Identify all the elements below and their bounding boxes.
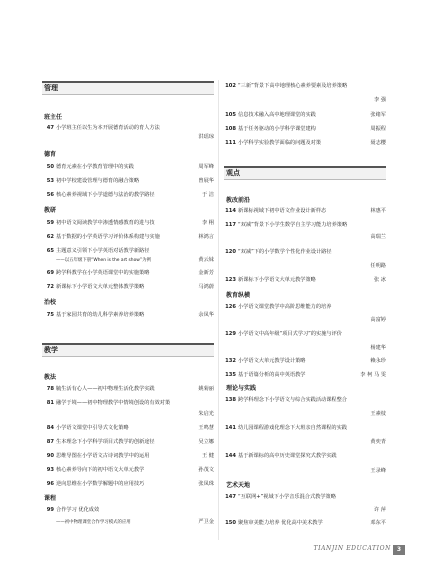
article-title: 核心素养视域下小学道德与法治的教学路径 [56, 192, 155, 198]
article-title: 幼儿园课程游戏化理念下大班亲自然课程的实践 [238, 425, 347, 431]
toc-entry[interactable] [42, 247, 214, 256]
toc-entry[interactable] [42, 424, 214, 433]
page-number: 105 [225, 112, 236, 118]
author: 王录峰 [370, 468, 386, 474]
page-number: 144 [225, 453, 236, 459]
article-title: 小学语文中高年级“项目式学习”的实施与评价 [238, 331, 342, 337]
toc-entry[interactable] [42, 124, 214, 133]
page-number: 62 [46, 234, 54, 240]
author: 杨建华 [370, 345, 386, 351]
author: 李 强 [373, 97, 386, 103]
toc-entry[interactable] [224, 276, 386, 285]
page-number: 50 [46, 164, 54, 170]
author: 赖永珍 [370, 358, 386, 364]
subheading-art: 艺术天地 [226, 482, 251, 489]
toc-entry[interactable] [224, 396, 386, 405]
left-column [42, 0, 214, 575]
toc-entry-author-line [224, 262, 386, 271]
article-title: 基于家园共育的幼儿科学素养培养策略 [56, 312, 145, 318]
toc-entry[interactable] [224, 111, 386, 120]
toc-entry[interactable] [224, 424, 386, 433]
section-bar-teaching [42, 343, 214, 357]
author: 黄云妹 [198, 257, 214, 263]
author: 李 栩 [201, 220, 214, 226]
page-number: 135 [225, 372, 236, 378]
section-bar-management [42, 81, 214, 95]
article-title: 小学语文课堂中引导式文化策略 [56, 425, 129, 431]
page-number: 65 [46, 248, 54, 254]
page-number: 81 [46, 400, 54, 406]
page-number: 72 [46, 284, 54, 290]
author: 曾展华 [198, 178, 214, 184]
page-number: 111 [225, 140, 236, 146]
author: 周军峰 [198, 164, 214, 170]
article-title: 融学于境——初中物理教学中情境创设的有效对策 [56, 400, 171, 406]
article-title: 新课标下小学语文大单元教学策略 [238, 277, 316, 283]
article-title: 思维导图在小学语文古诗词教学中的运用 [56, 453, 150, 459]
subheading-governance: 治校 [44, 299, 57, 306]
article-title: “双减”下的小学数学个性化作业设计路径 [238, 249, 332, 255]
page-number: 147 [225, 494, 236, 500]
page-number: 59 [46, 220, 54, 226]
article-title: 基于数据的小学英语学习评价体系构建与实施 [56, 234, 160, 240]
toc-entry-author-line [224, 96, 386, 105]
page-number: 120 [225, 249, 236, 255]
article-title: 小学语文课堂教学中高阶思维能力的培养 [238, 304, 332, 310]
subheading-research: 教研 [44, 207, 57, 214]
page-number-footer: 3 [393, 545, 405, 555]
toc-entry[interactable] [224, 139, 386, 148]
author: 洪瑶琼 [198, 134, 214, 140]
author: 张凤珠 [198, 481, 214, 487]
page-number: 78 [46, 386, 54, 392]
toc-entry[interactable] [42, 177, 214, 186]
subheading-theory: 理论与实践 [226, 385, 257, 392]
page-number: 56 [46, 192, 54, 198]
toc-entry[interactable] [42, 163, 214, 172]
article-title: 合作学习 优化成效 [56, 507, 100, 513]
article-title: 信息技术融入高中地理课堂的实践 [238, 112, 316, 118]
toc-entry[interactable] [224, 303, 386, 312]
subheading-class-teacher: 班主任 [44, 114, 63, 121]
article-title: 新课标下小学语文大单元整体教学策略 [56, 284, 145, 290]
toc-entry-author-line [224, 233, 386, 242]
article-title: 小学班主任以生为本开展德育活动的育人方法 [56, 125, 160, 131]
page-number: 138 [225, 397, 236, 403]
page-number: 129 [225, 331, 236, 337]
toc-entry[interactable] [224, 248, 386, 257]
article-title: 初中语文阅读教学中渗透情感教育的进与技 [56, 220, 155, 226]
page-number: 108 [225, 126, 236, 132]
page-number: 47 [46, 125, 54, 131]
author: 严卫金 [198, 519, 214, 525]
page-number: 93 [46, 467, 54, 473]
toc-entry[interactable] [42, 233, 214, 242]
page-number: 87 [46, 439, 54, 445]
article-title: “双减”背景下小学生数学自主学习能力培养策略 [238, 222, 348, 228]
toc-entry[interactable] [42, 466, 214, 475]
toc-entry[interactable] [42, 191, 214, 200]
author: 张 冰 [373, 277, 386, 283]
article-title: 基于语篇分析的高中英语教学 [238, 372, 306, 378]
right-column [224, 0, 386, 575]
article-title: 小学科学实验教学面临的问题及对策 [238, 140, 322, 146]
author: 张绪军 [370, 112, 386, 118]
toc-entry[interactable] [224, 330, 386, 339]
toc-entry-author-line [224, 316, 386, 325]
author: 周振程 [370, 126, 386, 132]
subheading-vertical: 教育纵横 [226, 292, 251, 299]
page-number: 96 [46, 481, 54, 487]
author: 林惠平 [370, 208, 386, 214]
toc-entry-subtitle-line [42, 256, 214, 265]
article-title: 核心素养导向下的初中语文大单元教学 [56, 467, 145, 473]
page-number: 126 [225, 304, 236, 310]
toc-entry[interactable] [224, 371, 386, 380]
author: 聂志樱 [370, 140, 386, 146]
toc-entry[interactable] [224, 357, 386, 366]
article-title: 新课标视域下初中语文作业设计新样态 [238, 208, 327, 214]
author: 高瑞兰 [370, 234, 386, 240]
toc-entry-author-line [42, 410, 214, 419]
author: 许 萍 [373, 507, 386, 513]
page-number: 132 [225, 358, 236, 364]
page-number: 102 [225, 83, 236, 89]
toc-entry[interactable] [42, 438, 214, 447]
page-number: 84 [46, 425, 54, 431]
article-title: 初中学校建设管理与德育的融合策略 [56, 178, 140, 184]
section-title: 教学 [44, 346, 58, 354]
author: 吴立娜 [198, 439, 214, 445]
article-title: 德育元素在小学教育管理中的实践 [56, 164, 134, 170]
subheading-curriculum: 课程 [44, 495, 57, 502]
author: 王 健 [201, 453, 214, 459]
author: 王鸣慧 [198, 425, 214, 431]
toc-entry[interactable] [224, 493, 386, 502]
article-title: 生本理念下小学科学项目式教学的创新途径 [56, 439, 155, 445]
article-title: “互联网+”视域下小学音乐混合式教学策略 [238, 494, 336, 500]
page-number: 150 [225, 520, 236, 526]
section-title: 观点 [226, 169, 240, 177]
author: 任明路 [370, 263, 386, 269]
toc-entry-author-line [42, 133, 214, 142]
page-number: 75 [46, 312, 54, 318]
toc-entry-author-line [224, 344, 386, 353]
toc-entry[interactable] [42, 219, 214, 228]
article-subtitle: ——以五年级下册“When is the art show”为例 [56, 258, 151, 263]
toc-entry[interactable] [42, 452, 214, 461]
author: 黄奕青 [370, 439, 386, 445]
author: 金新芳 [198, 270, 214, 276]
author: 邓东平 [370, 520, 386, 526]
toc-entry[interactable] [224, 82, 386, 91]
page-number: 69 [46, 270, 54, 276]
section-title: 管理 [44, 84, 58, 92]
section-bar-views [224, 166, 386, 180]
author: 高富婷 [370, 317, 386, 323]
author: 李 柯 马 雯 [360, 372, 386, 378]
toc-entry[interactable] [224, 519, 386, 528]
toc-entry-author-line [224, 410, 386, 419]
article-title: 逆向思维在小学数学解题中的应用技巧 [56, 481, 145, 487]
toc-entry-author-line [224, 467, 386, 476]
article-title: 基于任务驱动的小学科学课堂建构 [238, 126, 316, 132]
toc-entry[interactable] [42, 269, 214, 278]
page-number: 114 [225, 208, 236, 214]
article-title: 小学语文大单元教学设计策略 [238, 358, 306, 364]
toc-entry-author-line [224, 506, 386, 515]
toc-entry[interactable] [42, 283, 214, 292]
author: 于 洁 [201, 192, 214, 198]
subheading-moral: 德育 [44, 151, 57, 158]
page-number: 117 [225, 222, 236, 228]
article-title: 毓生活有心人——初中物理生活化教学实践 [56, 386, 155, 392]
article-title: 跨学科教学在小学英语课堂中的实施策略 [56, 270, 150, 276]
author: 姚菊丽 [198, 386, 214, 392]
page-number: 90 [46, 453, 54, 459]
author: 马鸿蔚 [198, 284, 214, 290]
toc-entry[interactable] [42, 506, 214, 515]
page-number: 53 [46, 178, 54, 184]
toc-entry[interactable] [224, 207, 386, 216]
author: 王素枝 [370, 411, 386, 417]
journal-name: TIANJIN EDUCATION [313, 545, 391, 552]
toc-entry[interactable] [224, 452, 386, 461]
toc-entry[interactable] [224, 221, 386, 230]
subheading-frontier: 教改前沿 [226, 197, 251, 204]
column-divider [218, 80, 219, 540]
toc-entry-subtitle-line [42, 518, 214, 527]
toc-entry[interactable] [42, 385, 214, 394]
page-number: 99 [46, 507, 54, 513]
toc-entry[interactable] [42, 311, 214, 320]
article-title: 聚焦审美能力培养 优化高中美术教学 [238, 520, 323, 526]
article-title: 主题意义引领下小学英语对话教学新路径 [56, 248, 150, 254]
toc-entry[interactable] [224, 125, 386, 134]
toc-entry[interactable] [42, 480, 214, 489]
author: 余凤华 [198, 312, 214, 318]
author: 孙茂文 [198, 467, 214, 473]
subheading-subject-teaching: 教法 [44, 374, 57, 381]
page-number: 141 [225, 425, 236, 431]
article-title: 基于新课标的高中历史课堂探究式教学实践 [238, 453, 337, 459]
toc-entry[interactable] [42, 399, 214, 408]
article-title: 跨学科理念下小学语文与综合实践活动课程整合 [238, 397, 347, 403]
author: 朱启光 [198, 411, 214, 417]
author: 林鸿言 [198, 234, 214, 240]
article-subtitle: ——初中物理课堂合作学习模式的应用 [56, 520, 131, 525]
toc-entry-author-line [224, 438, 386, 447]
article-title: “三新”背景下高中地理核心素养要素及培养策略 [238, 83, 348, 89]
page-number: 123 [225, 277, 236, 283]
